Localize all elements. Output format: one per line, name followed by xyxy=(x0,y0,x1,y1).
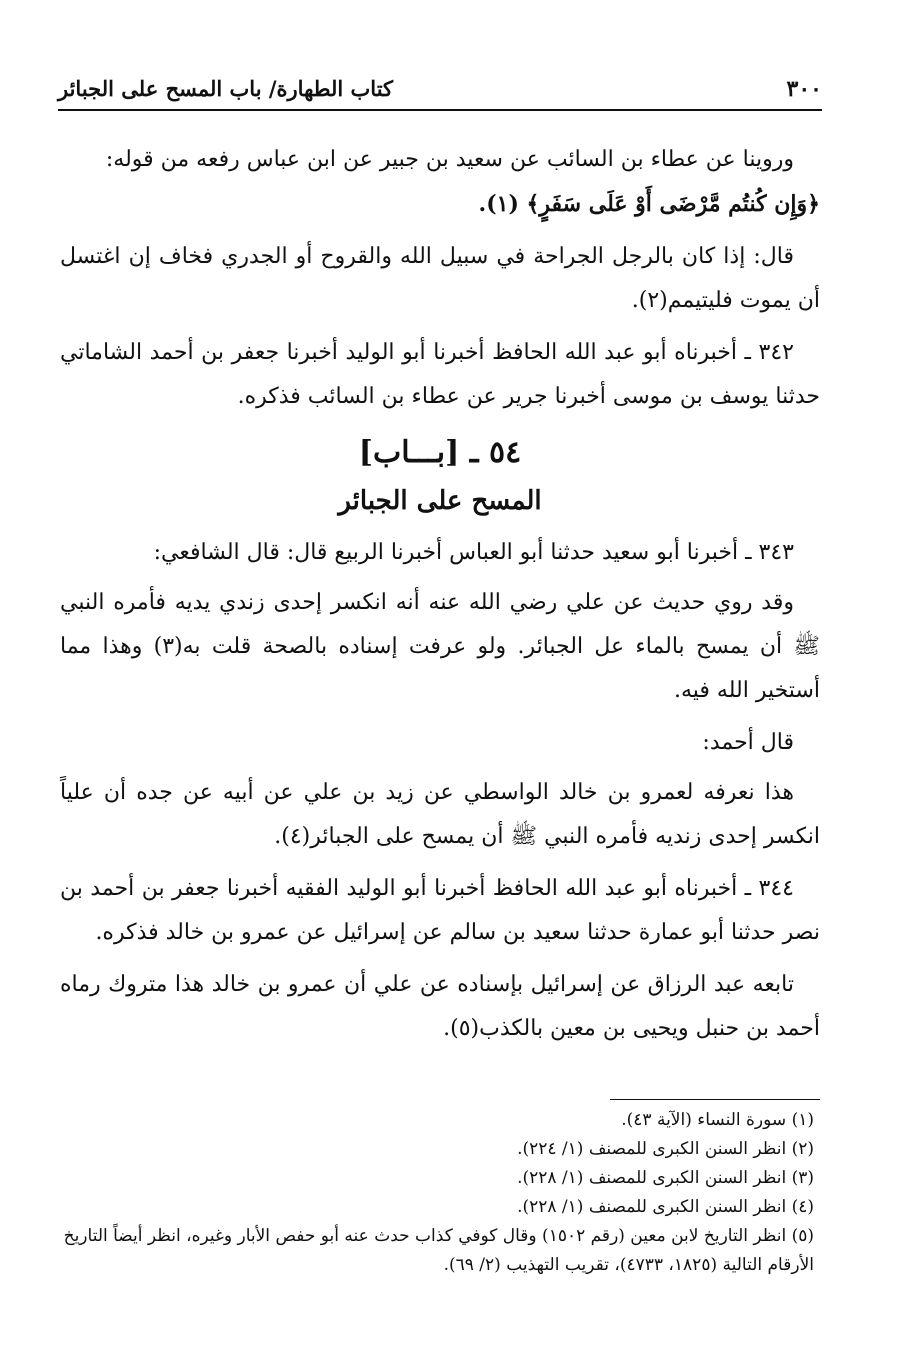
footnote-1: (١) سورة النساء (الآية ٤٣). xyxy=(621,1110,814,1130)
footnote-2: (٢) انظر السنن الكبرى للمصنف (١/ ٢٢٤). xyxy=(517,1139,814,1159)
footnote-5: (٥) انظر التاريخ لابن معين (رقم ١٥٠٢) وقال كوفي كذاب حدث عنه أبو حفص الأبار وغيره، انظر أيضاً التاريخ الأرقام التالية (١٨٢٥، ٤٧٣٣)، تقريب التهذيب (٢/ ٦٩). xyxy=(63,1226,814,1275)
qala-ahmad: قال أحمد: xyxy=(702,730,794,755)
main-text xyxy=(60,138,820,1059)
footnote-3: (٣) انظر السنن الكبرى للمصنف (١/ ٢٢٨). xyxy=(517,1168,814,1188)
running-title: كتاب الطهارة/ باب المسح على الجبائر xyxy=(58,76,394,101)
chapter-number: ٥٤ ـ [بـــاب] xyxy=(358,435,522,470)
footnote-4: (٤) انظر السنن الكبرى للمصنف (١/ ٢٢٨). xyxy=(517,1197,814,1217)
chapter-title: المسح على الجبائر xyxy=(338,486,542,516)
paragraph-amr-ibn-khalid: هذا نعرفه لعمرو بن خالد الواسطي عن زيد بن علي عن أبيه عن جده أن علياً انكسر إحدى زنديه فأمره النبي ﷺ أن يمسح على الجبائر(٤). xyxy=(60,780,820,849)
paragraph-tabaahu: تابعه عبد الرزاق عن إسرائيل بإسناده عن علي أن عمرو بن خالد هذا متروك رماه أحمد بن حنبل ويحيى بن معين بالكذب(٥). xyxy=(60,972,820,1041)
paragraph-riwaya xyxy=(60,138,820,227)
paragraph-qala: قال: إذا كان بالرجل الجراحة في سبيل الله والقروح أو الجدري فخاف إن اغتسل أن يموت فليتيمم(٢). xyxy=(60,244,820,313)
hadith-343: ٣٤٣ ـ أخبرنا أبو سعيد حدثنا أبو العباس أخبرنا الربيع قال: قال الشافعي: xyxy=(153,540,794,565)
paragraph-shafii: وقد روي حديث عن علي رضي الله عنه أنه انكسر إحدى زندي يديه فأمره النبي ﷺ أن يمسح بالماء عل الجبائر. ولو عرفت إسناده بالصحة قلت به(٣) وهذا مما أستخير الله فيه. xyxy=(60,590,820,703)
hadith-344: ٣٤٤ ـ أخبرناه أبو عبد الله الحافظ أخبرنا أبو الوليد الفقيه أخبرنا جعفر بن أحمد بن نصر حدثنا أبو عمارة حدثنا سعيد بن سالم عن إسرائيل عن عمرو بن خالد فذكره. xyxy=(60,876,820,945)
page-header xyxy=(58,72,822,108)
header-rule xyxy=(58,109,822,111)
footnote-rule xyxy=(610,1099,820,1100)
quran-verse: ﴿وَإِن كُنتُم مَّرْضَى أَوْ عَلَى سَفَرٍ﴾ (١). xyxy=(478,191,820,217)
page-number: ٣٠٠ xyxy=(786,76,822,102)
footnotes xyxy=(60,1106,814,1280)
hadith-342: ٣٤٢ ـ أخبرناه أبو عبد الله الحافظ أخبرنا أبو الوليد أخبرنا جعفر بن أحمد الشاماتي حدثنا يوسف بن موسى أخبرنا جرير عن عطاء بن السائب فذكره. xyxy=(60,340,820,409)
paragraph-riwaya-text: وروينا عن عطاء بن السائب عن سعيد بن جبير عن ابن عباس رفعه من قوله: xyxy=(105,147,794,172)
